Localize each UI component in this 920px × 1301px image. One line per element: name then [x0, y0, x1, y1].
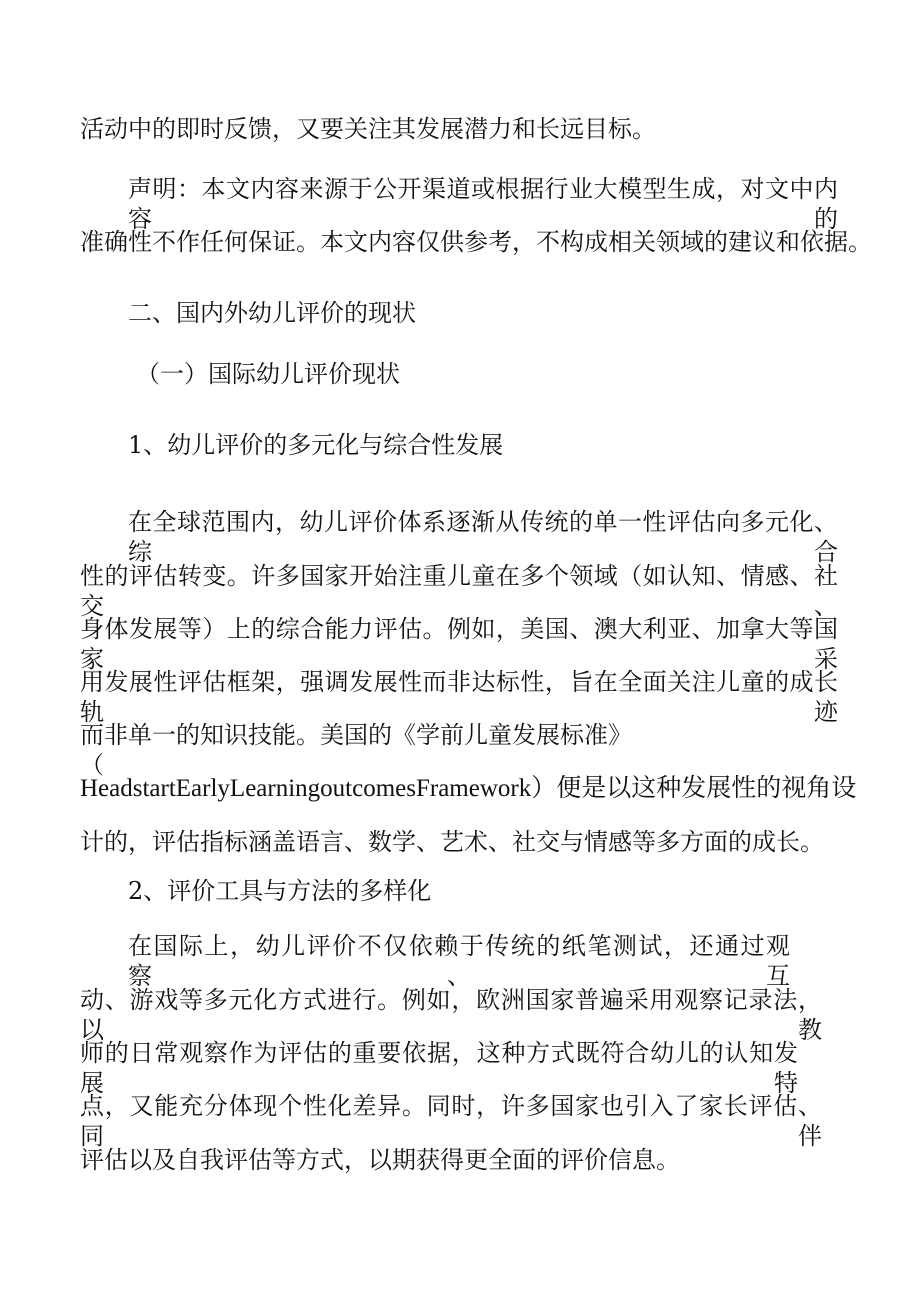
- section-heading: 二、国内外幼儿评价的现状: [128, 299, 416, 327]
- paragraph-line: 用发展性评估框架，强调发展性而非达标性，旨在全面关注儿童的成长轨迹: [80, 668, 838, 726]
- paragraph-line: 动、游戏等多元化方式进行。例如，欧洲国家普遍采用观察记录法，以教: [80, 986, 822, 1044]
- paragraph-line: 师的日常观察作为评估的重要依据，这种方式既符合幼儿的认知发展特: [80, 1039, 798, 1097]
- paragraph-line: 而非单一的知识技能。美国的《学前儿童发展标准》（: [80, 721, 632, 779]
- paragraph-line: 在全球范围内，幼儿评价体系逐渐从传统的单一性评估向多元化、综合: [128, 508, 838, 566]
- paragraph-line: 身体发展等）上的综合能力评估。例如，美国、澳大利亚、加拿大等国家采: [80, 615, 838, 673]
- paragraph-line: 在国际上，幼儿评价不仅依赖于传统的纸笔测试，还通过观察、互: [128, 932, 790, 990]
- paragraph-line: 性的评估转变。许多国家开始注重儿童在多个领域（如认知、情感、社交、: [80, 562, 838, 620]
- paragraph-line: 评估以及自我评估等方式，以期获得更全面的评价信息。: [80, 1146, 680, 1174]
- subsection-heading: （一）国际幼儿评价现状: [136, 360, 400, 388]
- paragraph-line: 活动中的即时反馈，又要关注其发展潜力和长远目标。: [80, 115, 656, 143]
- item-heading: 1、幼儿评价的多元化与综合性发展: [128, 431, 504, 459]
- paragraph-line: 计的，评估指标涵盖语言、数学、艺术、社交与情感等多方面的成长。: [80, 828, 824, 856]
- paragraph-line: 点，又能充分体现个性化差异。同时，许多国家也引入了家长评估、同伴: [80, 1092, 822, 1150]
- disclaimer-line: 声明：本文内容来源于公开渠道或根据行业大模型生成，对文中内容的: [128, 175, 838, 233]
- item-heading: 2、评价工具与方法的多样化: [128, 877, 432, 905]
- disclaimer-line: 准确性不作任何保证。本文内容仅供参考，不构成相关领域的建议和依据。: [80, 228, 872, 256]
- paragraph-line: HeadstartEarlyLearningoutcomesFramework）便是以这种发展性的视角设: [80, 775, 857, 802]
